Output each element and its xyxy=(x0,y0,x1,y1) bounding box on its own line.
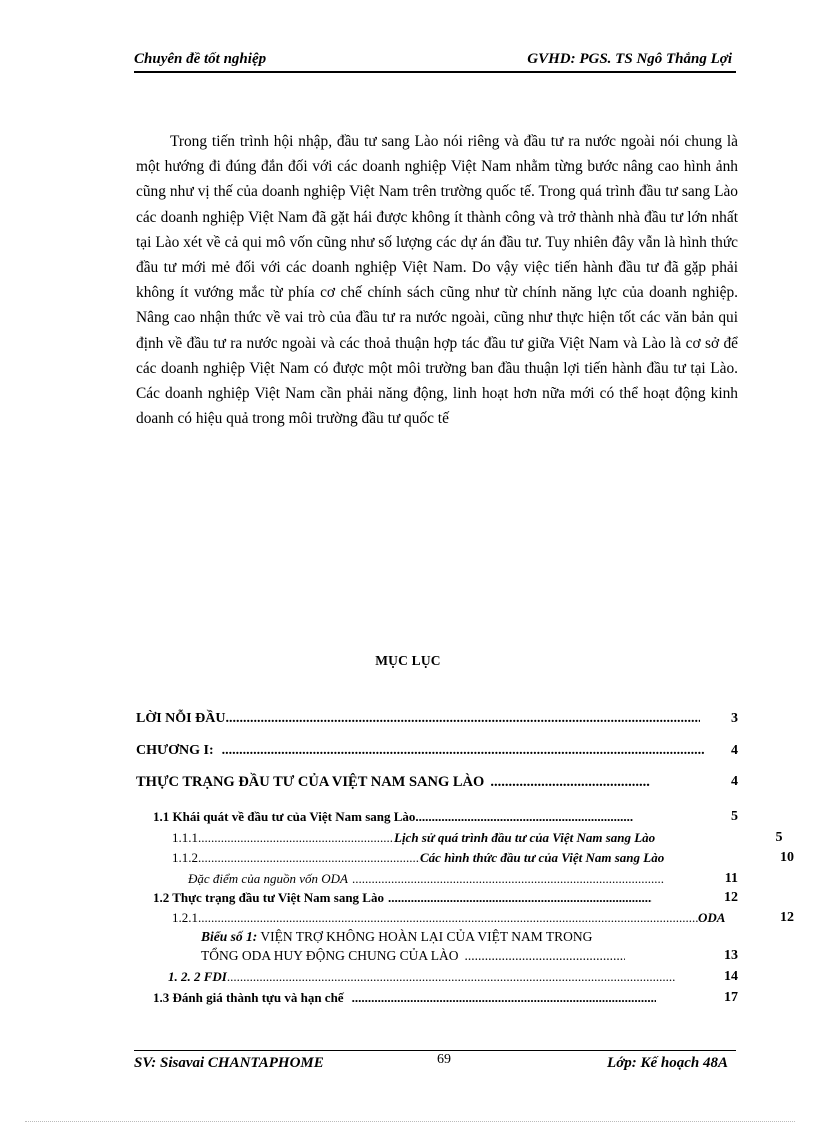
toc-entry-text: 1.2 Thực trạng đầu tư Việt Nam sang Lào xyxy=(153,890,384,905)
toc-entry-text: Lịch sử quá trình đầu tư của Việt Nam sang Lào xyxy=(394,830,656,845)
toc-entry[interactable] xyxy=(136,774,650,791)
toc-entry-text: VIỆN TRỢ KHÔNG HOÀN LẠI CỦA VIỆT NAM TRONG xyxy=(257,929,593,944)
toc-entry-text: 1.1 Khái quát về đầu tư của Việt Nam sang Lào xyxy=(153,809,416,824)
leader-dots xyxy=(227,969,675,985)
toc-page-number: 10 xyxy=(780,850,794,865)
toc-entry[interactable] xyxy=(136,711,700,727)
toc-entry[interactable] xyxy=(201,929,592,945)
toc-entry[interactable] xyxy=(153,809,633,825)
header-left: Chuyên đề tốt nghiệp xyxy=(134,51,267,67)
toc-page-number: 5 xyxy=(731,809,738,824)
leader-dots xyxy=(465,948,625,964)
toc-entry-text: CHƯƠNG I: xyxy=(136,743,214,758)
toc-page-number: 12 xyxy=(724,890,738,905)
toc-page-number: 12 xyxy=(780,910,794,925)
toc-entry-text: ODA xyxy=(698,910,726,925)
toc-page-number: 13 xyxy=(724,948,738,963)
toc-entry[interactable] xyxy=(168,969,675,985)
toc-entry-text: Đặc điểm của nguồn vốn ODA xyxy=(188,871,348,886)
leader-dots xyxy=(490,774,650,791)
toc-page-number: 4 xyxy=(731,774,738,789)
leader-dots xyxy=(198,830,394,846)
toc-entry-text: 1.3 Đánh giá thành tựu và hạn chế xyxy=(153,990,344,1005)
toc-page-number: 5 xyxy=(775,830,783,845)
toc-entry-label: Biểu số 1: xyxy=(201,929,258,944)
toc-entry-text-continued: TỔNG ODA HUY ĐỘNG CHUNG CỦA LÀO xyxy=(201,948,459,963)
toc-entry[interactable] xyxy=(153,990,656,1006)
leader-dots xyxy=(388,890,652,906)
toc-page-number: 4 xyxy=(731,743,738,758)
toc-entry-text: Các hình thức đầu tư của Việt Nam sang Lào xyxy=(420,850,665,865)
leader-dots xyxy=(352,990,656,1006)
toc-entry-prefix: 1.1.1 xyxy=(172,830,198,845)
toc-page-number: 17 xyxy=(724,990,738,1005)
toc-entry-text: LỜI NỖI ĐẦU xyxy=(136,711,226,726)
toc-entry[interactable] xyxy=(153,890,652,906)
toc-page-number: 3 xyxy=(731,711,738,726)
toc-entry-text: 1. 2. 2 FDI xyxy=(168,969,227,984)
toc-entry[interactable] xyxy=(172,910,725,926)
toc-entry[interactable] xyxy=(188,871,664,887)
leader-dots xyxy=(198,850,420,866)
toc-entry[interactable] xyxy=(136,743,704,759)
leader-dots xyxy=(198,910,698,926)
leader-dots xyxy=(415,809,633,825)
toc-entry-text: THỰC TRẠNG ĐẦU TƯ CỦA VIỆT NAM SANG LÀO xyxy=(136,774,485,790)
body-paragraph: Trong tiến trình hội nhập, đầu tư sang Lào nói riêng và đầu tư ra nước ngoài nói chung là một hướng đi đúng đắn đối với các doanh nghiệp Việt Nam nhằm từng bước nâng cao hình ảnh cũng như vị thế của doanh nghiệp Việt Nam trên trường quốc tế. Trong quá trình đầu tư sang Lào các doanh nghiệp Việt Nam đã gặt hái được không ít thành công và trở thành nhà đầu tư lớn nhất tại Lào xét về cả qui mô vốn cũng như số lượng các dự án đầu tư. Tuy nhiên đây vẫn là hình thức đầu tư mới mẻ đối với các doanh nghiệp Việt Nam. Do vậy việc tiến hành đầu tư đã gặp phải không ít vướng mắc từ phía cơ chế chính sách cũng như từ chính năng lực của doanh nghiệp. Nâng cao nhận thức về vai trò của đầu tư ra nước ngoài, cũng như thực hiện tốt các văn bản qui định về đầu tư ra nước ngoài và các thoả thuận hợp tác đầu tư giữa Việt Nam và Lào là cơ sở để các doanh nghiệp Việt Nam có được một môi trường ban đầu thuận lợi tiến hành đầu tư tại Lào. Các doanh nghiệp Việt Nam cần phải năng động, linh hoạt hơn nữa mới có thể hoạt động kinh doanh có hiệu quả trong môi trường đầu tư quốc tế xyxy=(136,133,738,428)
leader-dots xyxy=(352,871,664,887)
toc-title: MỤC LỤC xyxy=(375,653,441,668)
toc-page-number: 14 xyxy=(724,969,738,984)
leader-dots xyxy=(225,711,700,727)
footer-student: SV: Sisavai CHANTAPHOME xyxy=(134,1055,324,1071)
page-number: 69 xyxy=(437,1052,451,1067)
toc-entry-prefix: 1.1.2 xyxy=(172,850,198,865)
toc-entry[interactable] xyxy=(172,850,664,866)
page-edge-divider xyxy=(25,1121,795,1122)
toc-entry[interactable] xyxy=(172,830,655,846)
toc-page-number: 11 xyxy=(724,871,738,886)
header-right: GVHD: PGS. TS Ngô Thắng Lợi xyxy=(527,51,732,67)
page-footer xyxy=(134,1050,736,1075)
footer-class: Lớp: Kế hoạch 48A xyxy=(607,1055,728,1071)
toc-entry[interactable] xyxy=(201,948,625,964)
leader-dots xyxy=(222,743,704,759)
toc-entry-prefix: 1.2.1 xyxy=(172,910,198,925)
